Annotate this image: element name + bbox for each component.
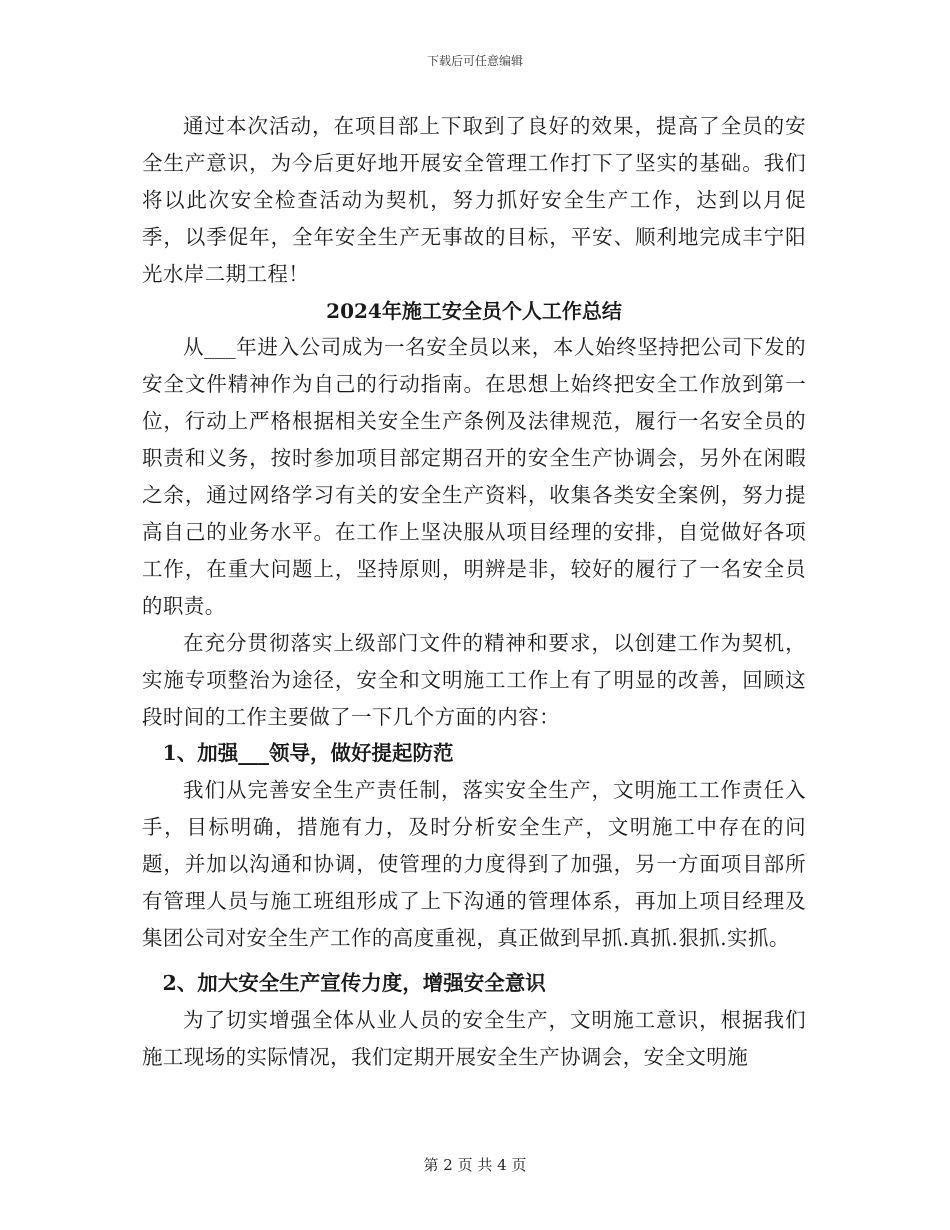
paragraph-4: 为了切实增强全体从业人员的安全生产，文明施工意识，根据我们施工现场的实际情况，我们定期开展安全生产协调会，安全文明施 [142,1007,806,1069]
page-footer: 第 2 页 共 4 页 [423,1156,527,1174]
document-title: 2024年施工安全员个人工作总结 [326,298,622,323]
document-body [142,108,806,1076]
section-heading-2: 2、加大安全生产宣传力度，增强安全意识 [162,970,546,995]
paragraph-1: 从___年进入公司成为一名安全员以来，本人始终坚持把公司下发的安全文件精神作为自己的行动指南。在思想上始终把安全工作放到第一位，行动上严格根据相关安全生产条例及法律规范，履行一名安全员的职责和义务，按时参加项目部定期召开的安全生产协调会，另外在闲暇之余，通过网络学习有关的安全生产资料，收集各类安全案例，努力提高自己的业务水平。在工作上坚决服从项目经理的安排，自觉做好各项工作，在重大问题上，坚持原则，明辨是非，较好的履行了一名安全员的职责。 [142,335,806,618]
paragraph-2: 在充分贯彻落实上级部门文件的精神和要求，以创建工作为契机，实施专项整治为途径，安全和文明施工工作上有了明显的改善，回顾这段时间的工作主要做了一下几个方面的内容： [142,630,806,729]
section-heading-1: 1、加强___领导，做好提起防范 [162,741,454,766]
intro-paragraph: 通过本次活动，在项目部上下取到了良好的效果，提高了全员的安全生产意识，为今后更好地开展安全管理工作打下了坚实的基础。我们将以此次安全检查活动为契机，努力抓好安全生产工作，达到以月促季，以季促年，全年安全生产无事故的目标，平安、顺利地完成丰宁阳光水岸二期工程！ [142,114,806,286]
page-header: 下载后可任意编辑 [426,54,523,68]
paragraph-3: 我们从完善安全生产责任制，落实安全生产，文明施工工作责任入手，目标明确，措施有力，及时分析安全生产，文明施工中存在的问题，并加以沟通和协调，使管理的力度得到了加强，另一方面项目部所有管理人员与施工班组形成了上下沟通的管理体系，再加上项目经理及集团公司对安全生产工作的高度重视，真正做到早抓.真抓.狠抓.实抓。 [142,778,806,950]
